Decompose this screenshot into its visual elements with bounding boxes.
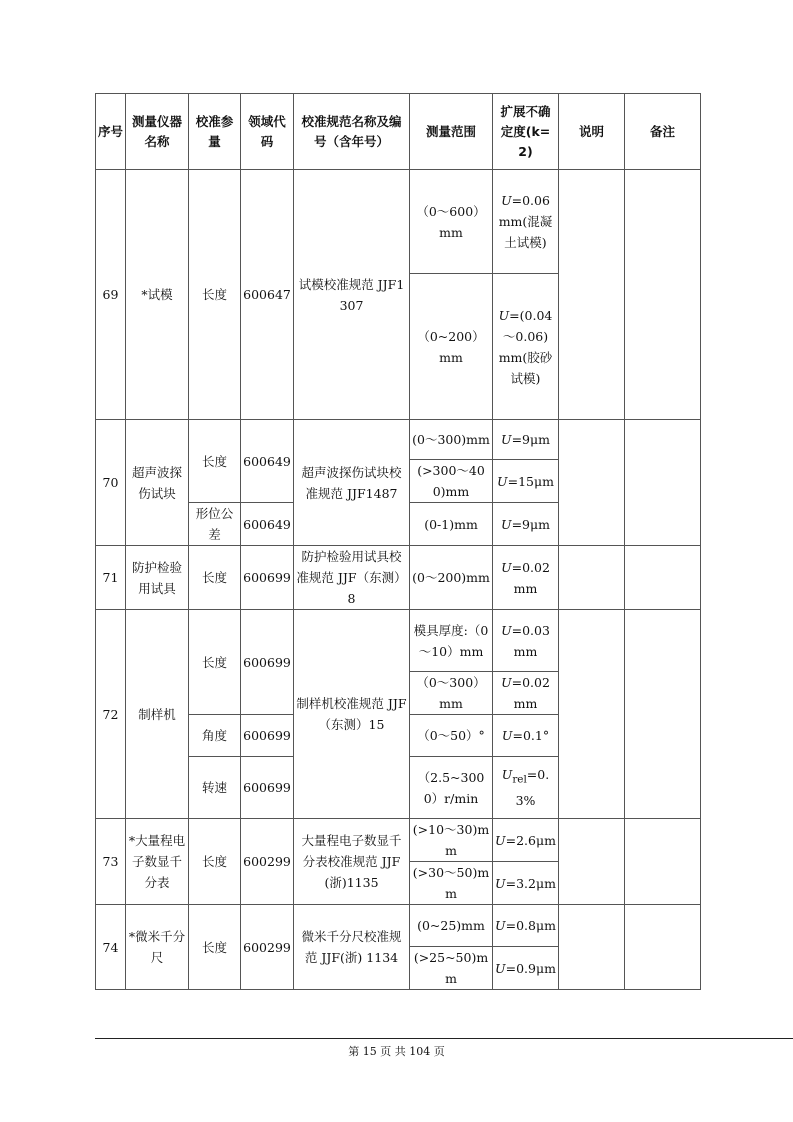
header-range: 测量范围 bbox=[410, 94, 493, 170]
code-cell: 600699 bbox=[241, 610, 294, 715]
instrument-cell: 防护检验用试具 bbox=[126, 546, 189, 610]
uncertainty-cell bbox=[493, 460, 559, 503]
uncertainty-symbol: U bbox=[501, 516, 512, 532]
seq-cell: 73 bbox=[96, 819, 126, 905]
uncertainty-symbol: U bbox=[495, 960, 506, 976]
uncertainty-value: =3.2μm bbox=[505, 875, 556, 891]
uncertainty-symbol: U bbox=[495, 918, 506, 933]
code-cell: 600647 bbox=[241, 170, 294, 420]
table-row bbox=[96, 420, 701, 460]
uncertainty-symbol: U bbox=[497, 473, 508, 489]
uncertainty-value: =0.8μm bbox=[505, 918, 556, 933]
uncertainty-cell bbox=[493, 546, 559, 610]
header-uncertainty: 扩展不确定度(k=2) bbox=[493, 94, 559, 170]
uncertainty-value: =0.02 mm bbox=[511, 675, 550, 711]
uncertainty-symbol: U bbox=[501, 766, 513, 782]
range-cell: (>25~50)mm bbox=[410, 947, 493, 990]
param-cell: 长度 bbox=[189, 905, 241, 990]
spec-cell: 防护检验用试具校准规范 JJF（东测）8 bbox=[294, 546, 410, 610]
code-cell: 600699 bbox=[241, 715, 294, 757]
uncertainty-cell bbox=[493, 905, 559, 947]
uncertainty-cell bbox=[493, 274, 559, 420]
remark-cell bbox=[625, 420, 701, 546]
uncertainty-subscript: rel bbox=[512, 773, 527, 786]
calibration-table bbox=[95, 93, 701, 990]
code-cell: 600299 bbox=[241, 905, 294, 990]
range-cell: (0-1)mm bbox=[410, 503, 493, 546]
note-cell bbox=[559, 610, 625, 819]
range-cell: （0~200）mm bbox=[410, 274, 493, 420]
range-cell: 模具厚度:（0～10）mm bbox=[410, 610, 493, 672]
seq-cell: 69 bbox=[96, 170, 126, 420]
instrument-cell: *微米千分尺 bbox=[126, 905, 189, 990]
table-row bbox=[96, 610, 701, 672]
instrument-cell: *大量程电子数显千分表 bbox=[126, 819, 189, 905]
uncertainty-cell bbox=[493, 672, 559, 715]
uncertainty-symbol: U bbox=[501, 728, 513, 743]
uncertainty-cell bbox=[493, 819, 559, 862]
spec-cell: 大量程电子数显千分表校准规范 JJF(浙)1135 bbox=[294, 819, 410, 905]
code-cell: 600649 bbox=[241, 420, 294, 503]
table-row bbox=[96, 819, 701, 862]
uncertainty-value: =0.9μm bbox=[505, 960, 556, 976]
uncertainty-cell bbox=[493, 503, 559, 546]
uncertainty-value: =9μm bbox=[511, 516, 550, 532]
spec-cell: 微米千分尺校准规范 JJF(浙) 1134 bbox=[294, 905, 410, 990]
uncertainty-cell bbox=[493, 420, 559, 460]
remark-cell bbox=[625, 610, 701, 819]
header-row bbox=[96, 94, 701, 170]
range-cell: (>10～30)mm bbox=[410, 819, 493, 862]
uncertainty-cell bbox=[493, 610, 559, 672]
uncertainty-value: =0.03 mm bbox=[511, 622, 550, 659]
remark-cell bbox=[625, 170, 701, 420]
header-field-code: 领域代码 bbox=[241, 94, 294, 170]
uncertainty-value: =(0.04～0.06) mm(胶砂试模) bbox=[498, 307, 553, 386]
range-cell: （2.5~3000）r/min bbox=[410, 757, 493, 819]
note-cell bbox=[559, 905, 625, 990]
uncertainty-value: =9μm bbox=[511, 432, 550, 447]
seq-cell: 74 bbox=[96, 905, 126, 990]
param-cell: 形位公差 bbox=[189, 503, 241, 546]
uncertainty-cell bbox=[493, 947, 559, 990]
note-cell bbox=[559, 420, 625, 546]
uncertainty-value: =0.1° bbox=[512, 728, 550, 743]
remark-cell bbox=[625, 819, 701, 905]
uncertainty-symbol: U bbox=[501, 675, 512, 690]
note-cell bbox=[559, 546, 625, 610]
uncertainty-value: =2.6μm bbox=[505, 832, 556, 848]
seq-cell: 72 bbox=[96, 610, 126, 819]
table-row bbox=[96, 905, 701, 947]
param-cell: 长度 bbox=[189, 420, 241, 503]
param-cell: 角度 bbox=[189, 715, 241, 757]
table-row bbox=[96, 170, 701, 274]
range-cell: （0～50）° bbox=[410, 715, 493, 757]
instrument-cell: 超声波探伤试块 bbox=[126, 420, 189, 546]
uncertainty-symbol: U bbox=[501, 622, 512, 638]
uncertainty-value: =0.02 mm bbox=[511, 559, 550, 596]
param-cell: 长度 bbox=[189, 819, 241, 905]
instrument-cell: *试模 bbox=[126, 170, 189, 420]
footer-divider bbox=[95, 1038, 793, 1039]
uncertainty-symbol: U bbox=[495, 832, 506, 848]
spec-cell: 试模校准规范 JJF1307 bbox=[294, 170, 410, 420]
spec-cell: 制样机校准规范 JJF（东测）15 bbox=[294, 610, 410, 819]
uncertainty-value: =0.3% bbox=[515, 766, 550, 809]
code-cell: 600699 bbox=[241, 757, 294, 819]
uncertainty-cell bbox=[493, 170, 559, 274]
uncertainty-cell bbox=[493, 715, 559, 757]
param-cell: 长度 bbox=[189, 170, 241, 420]
header-note: 说明 bbox=[559, 94, 625, 170]
uncertainty-symbol: U bbox=[498, 307, 510, 323]
code-cell: 600699 bbox=[241, 546, 294, 610]
uncertainty-symbol: U bbox=[501, 559, 512, 575]
header-remark: 备注 bbox=[625, 94, 701, 170]
note-cell bbox=[559, 819, 625, 905]
code-cell: 600299 bbox=[241, 819, 294, 905]
header-param: 校准参量 bbox=[189, 94, 241, 170]
code-cell: 600649 bbox=[241, 503, 294, 546]
remark-cell bbox=[625, 905, 701, 990]
header-instrument: 测量仪器名称 bbox=[126, 94, 189, 170]
uncertainty-cell bbox=[493, 862, 559, 905]
range-cell: (0~25)mm bbox=[410, 905, 493, 947]
range-cell: (0～300)mm bbox=[410, 420, 493, 460]
uncertainty-symbol: U bbox=[501, 193, 512, 208]
seq-cell: 70 bbox=[96, 420, 126, 546]
page-number: 第 15 页 共 104 页 bbox=[348, 1045, 445, 1058]
header-seq: 序号 bbox=[96, 94, 126, 170]
range-cell: (>300～400)mm bbox=[410, 460, 493, 503]
uncertainty-value: =0.06 mm(混凝土试模) bbox=[498, 193, 553, 250]
uncertainty-symbol: U bbox=[501, 432, 512, 447]
range-cell: (>30～50)mm bbox=[410, 862, 493, 905]
header-spec: 校准规范名称及编号（含年号） bbox=[294, 94, 410, 170]
remark-cell bbox=[625, 546, 701, 610]
range-cell: （0～300）mm bbox=[410, 672, 493, 715]
seq-cell: 71 bbox=[96, 546, 126, 610]
uncertainty-value: =15μm bbox=[507, 473, 554, 489]
range-cell: (0～200)mm bbox=[410, 546, 493, 610]
uncertainty-symbol: U bbox=[495, 875, 506, 891]
param-cell: 转速 bbox=[189, 757, 241, 819]
range-cell: （0～600）mm bbox=[410, 170, 493, 274]
param-cell: 长度 bbox=[189, 610, 241, 715]
uncertainty-cell bbox=[493, 757, 559, 819]
table-row bbox=[96, 546, 701, 610]
param-cell: 长度 bbox=[189, 546, 241, 610]
spec-cell: 超声波探伤试块校准规范 JJF1487 bbox=[294, 420, 410, 546]
instrument-cell: 制样机 bbox=[126, 610, 189, 819]
note-cell bbox=[559, 170, 625, 420]
